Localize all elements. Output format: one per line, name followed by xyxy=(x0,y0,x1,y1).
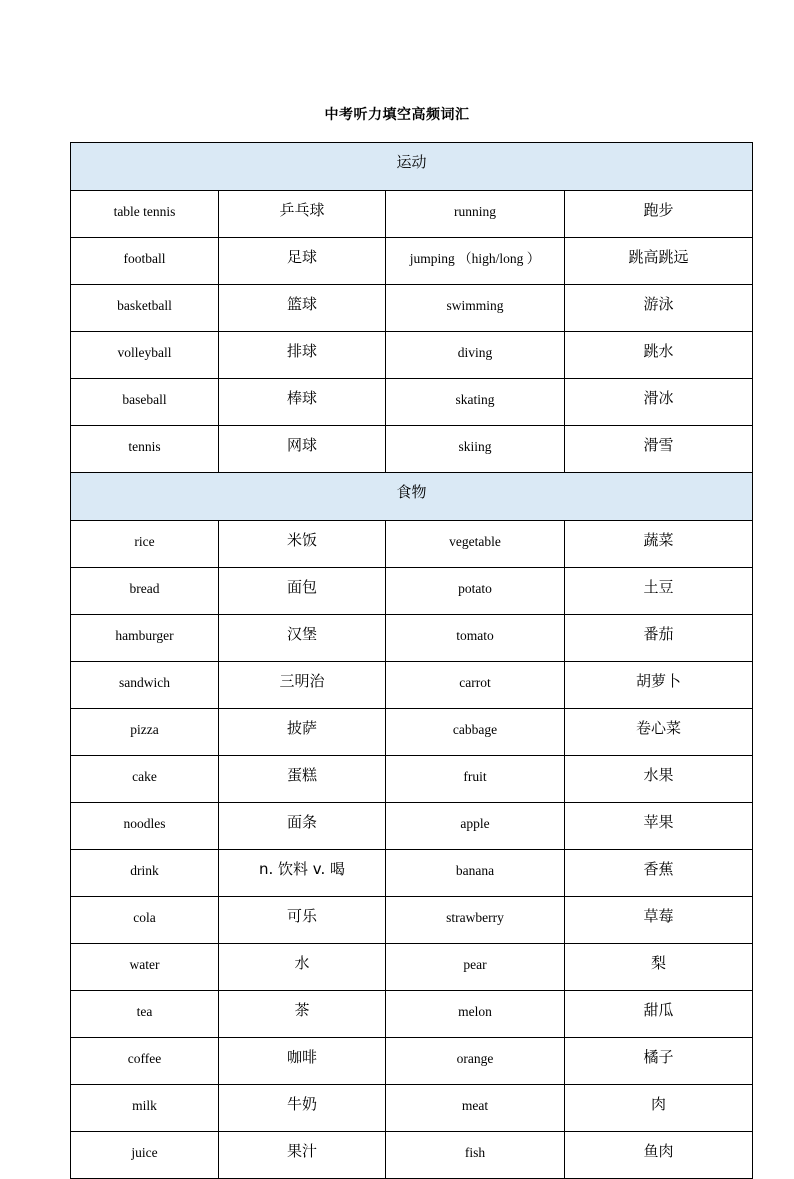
chinese-meaning-cell: 游泳 xyxy=(565,285,753,332)
english-word-cell: milk xyxy=(71,1085,219,1132)
english-word-cell: noodles xyxy=(71,803,219,850)
table-row xyxy=(71,332,753,379)
english-word-cell: rice xyxy=(71,521,219,568)
english-word-cell: strawberry xyxy=(386,897,565,944)
chinese-meaning-cell: 乒乓球 xyxy=(219,191,386,238)
english-word-cell: running xyxy=(386,191,565,238)
english-word-cell: football xyxy=(71,238,219,285)
section-heading: 食物 xyxy=(71,473,753,521)
chinese-meaning-cell: 蔬菜 xyxy=(565,521,753,568)
english-word-cell: table tennis xyxy=(71,191,219,238)
english-word-cell: basketball xyxy=(71,285,219,332)
chinese-meaning-cell: 苹果 xyxy=(565,803,753,850)
chinese-meaning-cell: 肉 xyxy=(565,1085,753,1132)
english-word-cell: jumping （high/long ） xyxy=(386,238,565,285)
chinese-meaning-cell: 米饭 xyxy=(219,521,386,568)
english-word-cell: tea xyxy=(71,991,219,1038)
english-word-cell: tennis xyxy=(71,426,219,473)
table-row xyxy=(71,1038,753,1085)
chinese-meaning-cell: 胡萝卜 xyxy=(565,662,753,709)
chinese-meaning-cell: 篮球 xyxy=(219,285,386,332)
chinese-meaning-cell: 牛奶 xyxy=(219,1085,386,1132)
table-row xyxy=(71,615,753,662)
chinese-meaning-cell: n. 饮料 v. 喝 xyxy=(219,850,386,897)
english-word-cell: cola xyxy=(71,897,219,944)
chinese-meaning-cell: 棒球 xyxy=(219,379,386,426)
english-word-cell: cake xyxy=(71,756,219,803)
english-word-cell: carrot xyxy=(386,662,565,709)
english-word-cell: hamburger xyxy=(71,615,219,662)
english-word-cell: vegetable xyxy=(386,521,565,568)
english-word-cell: coffee xyxy=(71,1038,219,1085)
english-word-cell: juice xyxy=(71,1132,219,1179)
table-row xyxy=(71,521,753,568)
table-row xyxy=(71,426,753,473)
english-word-cell: pizza xyxy=(71,709,219,756)
table-row xyxy=(71,191,753,238)
english-word-cell: baseball xyxy=(71,379,219,426)
chinese-meaning-cell: 咖啡 xyxy=(219,1038,386,1085)
chinese-meaning-cell: 面条 xyxy=(219,803,386,850)
chinese-meaning-cell: 水 xyxy=(219,944,386,991)
chinese-meaning-cell: 水果 xyxy=(565,756,753,803)
table-row xyxy=(71,1132,753,1179)
english-word-cell: potato xyxy=(386,568,565,615)
chinese-meaning-cell: 足球 xyxy=(219,238,386,285)
english-word-cell: bread xyxy=(71,568,219,615)
chinese-meaning-cell: 滑雪 xyxy=(565,426,753,473)
english-word-cell: cabbage xyxy=(386,709,565,756)
page-title: 中考听力填空高频词汇 xyxy=(324,107,470,123)
english-word-cell: swimming xyxy=(386,285,565,332)
chinese-meaning-cell: 卷心菜 xyxy=(565,709,753,756)
english-word-cell: skating xyxy=(386,379,565,426)
chinese-meaning-cell: 茶 xyxy=(219,991,386,1038)
english-word-cell: apple xyxy=(386,803,565,850)
chinese-meaning-cell: 草莓 xyxy=(565,897,753,944)
chinese-meaning-cell: 跳水 xyxy=(565,332,753,379)
vocabulary-table-body xyxy=(71,143,753,1179)
chinese-meaning-cell: 甜瓜 xyxy=(565,991,753,1038)
chinese-meaning-cell: 跑步 xyxy=(565,191,753,238)
english-word-cell: tomato xyxy=(386,615,565,662)
english-word-cell: banana xyxy=(386,850,565,897)
chinese-meaning-cell: 橘子 xyxy=(565,1038,753,1085)
english-word-cell: sandwich xyxy=(71,662,219,709)
table-row xyxy=(71,944,753,991)
english-word-cell: skiing xyxy=(386,426,565,473)
english-word-cell: diving xyxy=(386,332,565,379)
chinese-meaning-cell: 果汁 xyxy=(219,1132,386,1179)
english-word-cell: drink xyxy=(71,850,219,897)
chinese-meaning-cell: 排球 xyxy=(219,332,386,379)
table-row xyxy=(71,1085,753,1132)
table-row xyxy=(71,285,753,332)
chinese-meaning-cell: 蛋糕 xyxy=(219,756,386,803)
english-word-cell: melon xyxy=(386,991,565,1038)
chinese-meaning-cell: 面包 xyxy=(219,568,386,615)
section-header-row xyxy=(71,473,753,521)
english-word-cell: fruit xyxy=(386,756,565,803)
chinese-meaning-cell: 鱼肉 xyxy=(565,1132,753,1179)
table-row xyxy=(71,897,753,944)
table-row xyxy=(71,662,753,709)
chinese-meaning-cell: 滑冰 xyxy=(565,379,753,426)
english-word-cell: meat xyxy=(386,1085,565,1132)
chinese-meaning-cell: 汉堡 xyxy=(219,615,386,662)
chinese-meaning-cell: 披萨 xyxy=(219,709,386,756)
table-row xyxy=(71,756,753,803)
table-row xyxy=(71,991,753,1038)
english-word-cell: pear xyxy=(386,944,565,991)
english-word-cell: volleyball xyxy=(71,332,219,379)
chinese-meaning-cell: 梨 xyxy=(565,944,753,991)
table-row xyxy=(71,850,753,897)
table-row xyxy=(71,709,753,756)
table-row xyxy=(71,238,753,285)
english-word-cell: orange xyxy=(386,1038,565,1085)
chinese-meaning-cell: 番茄 xyxy=(565,615,753,662)
english-word-cell: fish xyxy=(386,1132,565,1179)
table-row xyxy=(71,379,753,426)
chinese-meaning-cell: 网球 xyxy=(219,426,386,473)
english-word-cell: water xyxy=(71,944,219,991)
chinese-meaning-cell: 可乐 xyxy=(219,897,386,944)
chinese-meaning-cell: 土豆 xyxy=(565,568,753,615)
chinese-meaning-cell: 香蕉 xyxy=(565,850,753,897)
section-heading: 运动 xyxy=(71,143,753,191)
section-header-row xyxy=(71,143,753,191)
chinese-meaning-cell: 三明治 xyxy=(219,662,386,709)
table-row xyxy=(71,568,753,615)
table-row xyxy=(71,803,753,850)
vocabulary-table xyxy=(70,142,753,1179)
chinese-meaning-cell: 跳高跳远 xyxy=(565,238,753,285)
